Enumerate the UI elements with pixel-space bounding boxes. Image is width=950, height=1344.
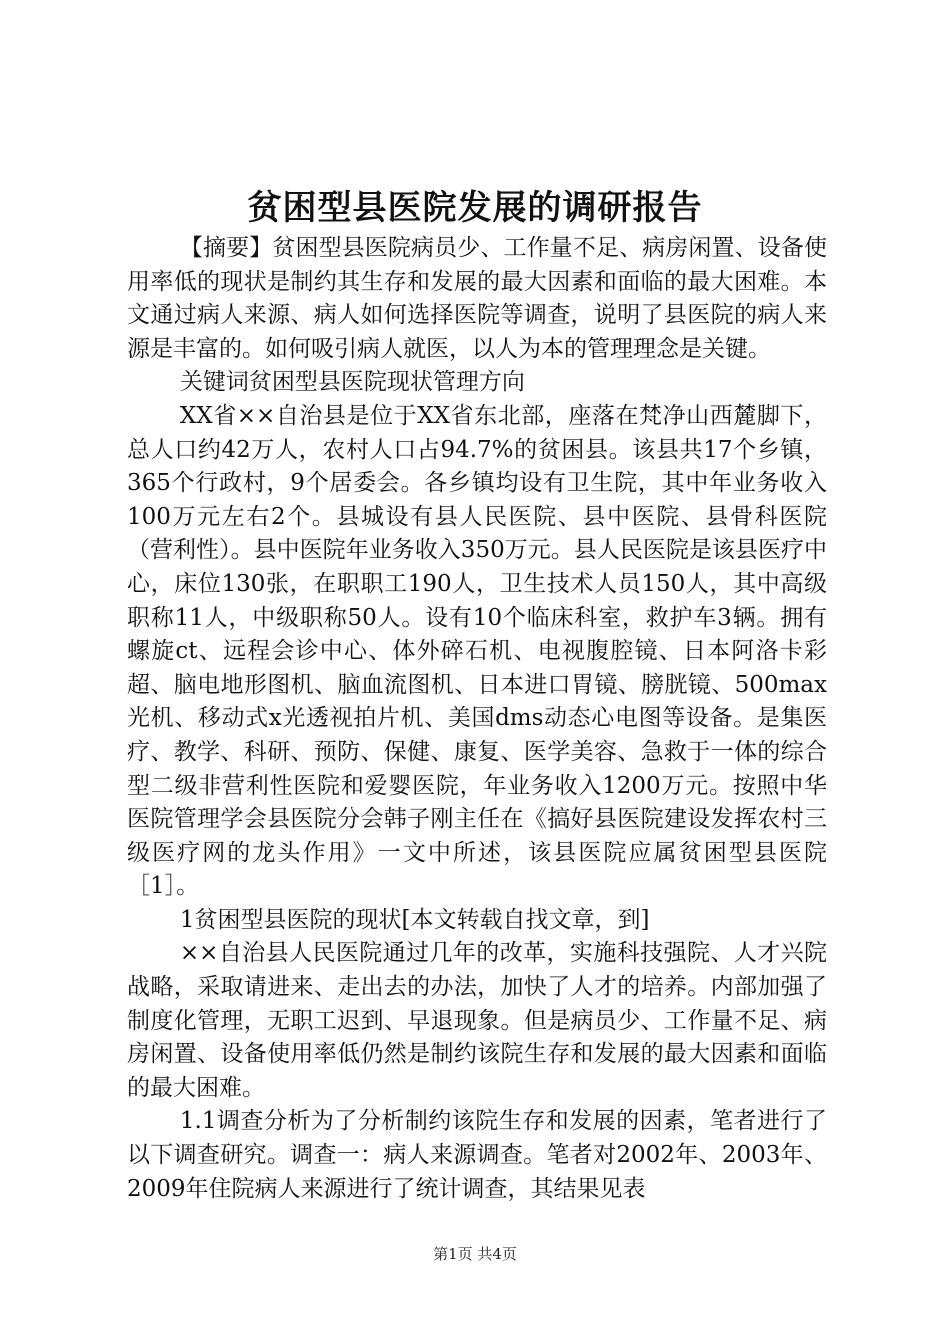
document-body (127, 232, 827, 1206)
body-paragraph: XX省××自治县是位于XX省东北部，座落在梵净山西麓脚下，总人口约42万人，农村人口占94.7%的贫困县。该县共17个乡镇，365个行政村，9个居委会。各乡镇均设有卫生院，其中年业务收入100万元左右2个。县城设有县人民医院、县中医院、县骨科医院（营利性）。县中医院年业务收入350万元。县人民医院是该县医疗中心，床位130张，在职职工190人，卫生技术人员150人，其中高级职称11人，中级职称50人。设有10个临床科室，救护车3辆。拥有螺旋ct、远程会诊中心、体外碎石机、电视腹腔镜、日本阿洛卡彩超、脑电地形图机、脑血流图机、日本进口胃镜、膀胱镜、500max光机、移动式x光透视拍片机、美国dms动态心电图等设备。是集医疗、教学、科研、预防、保健、康复、医学美容、急救于一体的综合型二级非营利性医院和爱婴医院，年业务收入1200万元。按照中华医院管理学会县医院分会韩子刚主任在《搞好县医院建设发挥农村三级医疗网的龙头作用》一文中所述，该县医院应属贫困型县医院［1］。 (127, 402, 827, 900)
body-paragraph: ××自治县人民医院通过几年的改革，实施科技强院、人才兴院战略，采取请进来、走出去的办法，加快了人才的培养。内部加强了制度化管理，无职工迟到、早退现象。但是病员少、工作量不足、病房闲置、设备使用率低仍然是制约该院生存和发展的最大因素和面临的最大困难。 (127, 940, 827, 1101)
page-footer: 第1页 共4页 (433, 1245, 517, 1263)
section-heading: 1贫困型县医院的现状[本文转载自找文章，到] (179, 906, 650, 933)
body-paragraph: 1.1调查分析为了分析制约该院生存和发展的因素，笔者进行了以下调查研究。调查一：病人来源调查。笔者对2002年、2003年、2009年住院病人来源进行了统计调查，其结果见表 (127, 1108, 827, 1202)
document-title: 贫困型县医院发展的调研报告 (247, 188, 703, 228)
keywords-paragraph: 关键词贫困型县医院现状管理方向 (179, 369, 525, 396)
abstract-paragraph: 【摘要】贫困型县医院病员少、工作量不足、病房闲置、设备使用率低的现状是制约其生存和发展的最大因素和面临的最大困难。本文通过病人来源、病人如何选择医院等调查，说明了县医院的病人来源是丰富的。如何吸引病人就医，以人为本的管理理念是关键。 (127, 235, 827, 362)
